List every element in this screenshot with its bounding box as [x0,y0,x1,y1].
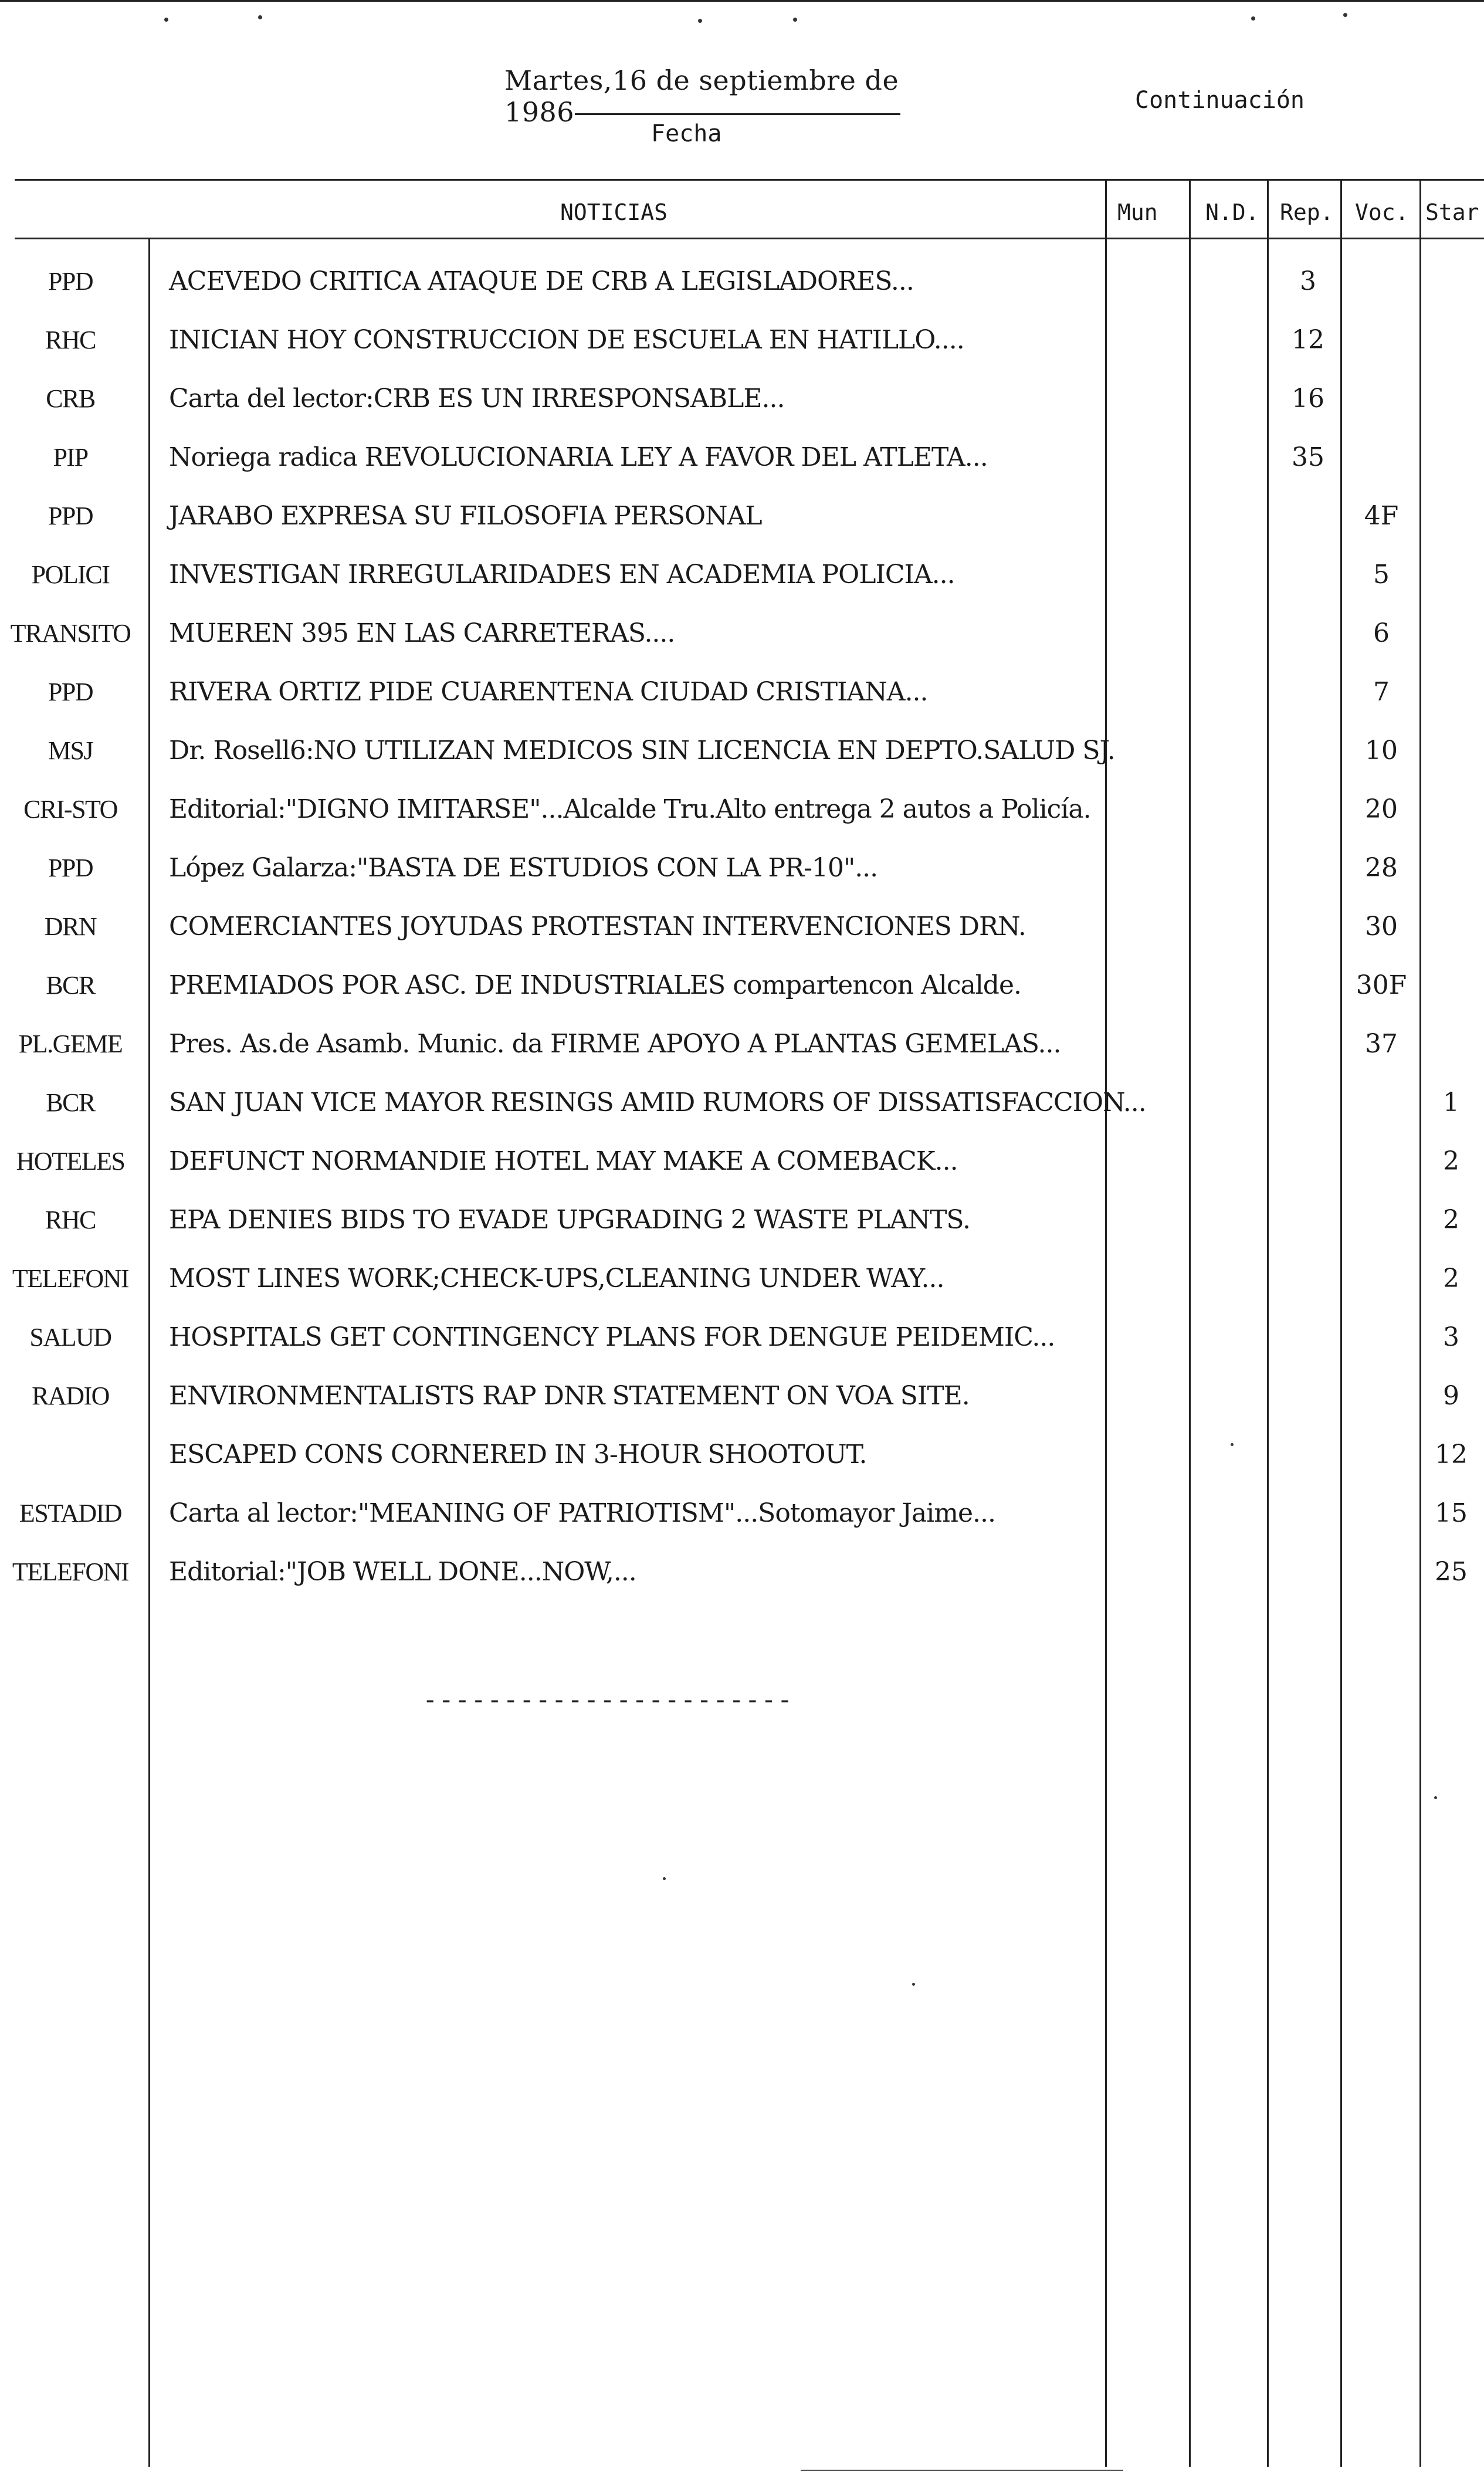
voc-page: 7 [1373,677,1390,707]
section-code: PL.GEME [18,1030,123,1058]
table-row [0,1138,1484,1185]
news-title: Editorial:"DIGNO IMITARSE"...Alcalde Tru.Alto entrega 2 autos a Policía. [169,794,1091,824]
star-page: 2 [1443,1146,1459,1176]
rep-page: 35 [1292,442,1324,472]
section-code: PIP [53,443,88,472]
section-code: TRANSITO [10,619,131,648]
voc-page: 28 [1365,853,1398,883]
section-code: RHC [45,1206,96,1234]
section-code: DRN [44,912,97,941]
table-row [0,375,1484,422]
table-row [0,903,1484,950]
table-row [0,317,1484,364]
table-row [0,1314,1484,1361]
voc-page: 30F [1356,970,1407,1000]
speck-mark [164,18,168,22]
table-row [0,786,1484,833]
voc-page: 30 [1365,912,1398,942]
speck-mark [912,1983,915,1986]
news-title: Carta del lector:CRB ES UN IRRESPONSABLE... [169,384,785,414]
table-row [0,493,1484,540]
section-code: POLICI [31,560,110,589]
news-title: Pres. As.de Asamb. Munic. da FIRME APOYO A PLANTAS GEMELAS... [169,1029,1061,1059]
rep-page: 16 [1292,384,1324,414]
end-separator: ----------------------- [422,1685,794,1715]
star-page: 15 [1435,1498,1468,1528]
rep-page: 12 [1292,325,1324,355]
table-row [0,1021,1484,1068]
speck-mark [793,18,797,22]
table-top-rule [15,179,1484,181]
section-code: RHC [45,326,96,354]
section-code: PPD [48,502,93,530]
section-code: MSJ [48,736,93,765]
news-title: HOSPITALS GET CONTINGENCY PLANS FOR DENGUE PEIDEMIC... [169,1322,1055,1352]
star-page: 2 [1443,1264,1459,1294]
news-title: COMERCIANTES JOYUDAS PROTESTAN INTERVENCIONES DRN. [169,912,1026,942]
news-title: MUEREN 395 EN LAS CARRETERAS.... [169,618,675,648]
news-title: INICIAN HOY CONSTRUCCION DE ESCUELA EN HATILLO.... [169,325,964,355]
section-code: BCR [46,1088,95,1117]
news-title: EPA DENIES BIDS TO EVADE UPGRADING 2 WASTE PLANTS. [169,1205,970,1235]
voc-page: 10 [1365,736,1398,766]
speck-mark [1251,16,1255,21]
table-row [0,258,1484,305]
voc-page: 5 [1373,560,1390,590]
section-code: PPD [48,678,93,706]
news-title: Dr. Rosell6:NO UTILIZAN MEDICOS SIN LICENCIA EN DEPTO.SALUD SJ. [169,736,1115,766]
fecha-label: Fecha [651,120,722,147]
document-date: Martes,16 de septiembre de 1986 [504,65,899,128]
news-title: ENVIRONMENTALISTS RAP DNR STATEMENT ON VOA SITE. [169,1381,970,1411]
section-code: PPD [48,854,93,882]
voc-page: 4F [1364,501,1399,531]
voc-page: 37 [1365,1029,1398,1059]
news-title: MOST LINES WORK;CHECK-UPS,CLEANING UNDER WAY... [169,1264,944,1294]
news-title: López Galarza:"BASTA DE ESTUDIOS CON LA PR-10"... [169,853,878,883]
section-code: RADIO [32,1381,109,1410]
news-title: Noriega radica REVOLUCIONARIA LEY A FAVOR DEL ATLETA... [169,442,988,472]
date-underline [575,113,900,115]
news-title: INVESTIGAN IRREGULARIDADES EN ACADEMIA POLICIA... [169,560,955,590]
section-code: ESTADID [19,1499,122,1528]
table-row [0,669,1484,716]
bottom-scan-line [801,2470,1123,2471]
section-code: CRB [46,384,95,413]
news-title: JARABO EXPRESA SU FILOSOFIA PERSONAL [169,501,762,531]
table-row [0,610,1484,657]
speck-mark [1434,1796,1437,1799]
section-code: PPD [48,267,93,296]
star-page: 3 [1443,1322,1459,1352]
rep-page: 3 [1300,266,1316,296]
column-header-star: Star [1425,199,1479,225]
voc-page: 20 [1365,794,1398,824]
voc-page: 6 [1373,618,1390,648]
column-header-rep: Rep. [1280,199,1334,225]
section-code: BCR [46,971,95,1000]
star-page: 2 [1443,1205,1459,1235]
news-title: Carta al lector:"MEANING OF PATRIOTISM"...Sotomayor Jaime... [169,1498,995,1528]
column-header-voc: Voc. [1355,199,1409,225]
table-row [0,727,1484,774]
table-row [0,1197,1484,1244]
top-border [0,0,1484,2]
speck-mark [258,15,262,19]
table-row [0,962,1484,1009]
header-bottom-rule [15,238,1484,239]
news-title: ESCAPED CONS CORNERED IN 3-HOUR SHOOTOUT. [169,1440,867,1469]
news-title: RIVERA ORTIZ PIDE CUARENTENA CIUDAD CRISTIANA... [169,677,928,707]
table-row [0,551,1484,598]
section-code: CRI-STO [23,795,117,824]
news-title: ACEVEDO CRITICA ATAQUE DE CRB A LEGISLADORES... [169,266,914,296]
table-row [0,845,1484,892]
section-code: SALUD [29,1323,111,1352]
star-page: 12 [1435,1440,1468,1469]
table-row [0,434,1484,481]
star-page: 25 [1435,1557,1468,1587]
speck-mark [698,19,702,23]
speck-mark [1343,13,1347,17]
news-title: SAN JUAN VICE MAYOR RESINGS AMID RUMORS OF DISSATISFACCION... [169,1088,1146,1118]
news-title: Editorial:"JOB WELL DONE...NOW,... [169,1557,636,1587]
star-page: 9 [1443,1381,1459,1411]
column-header-nd: N.D. [1205,199,1259,225]
table-row [0,1431,1484,1478]
speck-mark [1231,1443,1234,1446]
section-code: TELEFONI [12,1264,129,1293]
table-row [0,1255,1484,1302]
section-code: TELEFONI [12,1557,129,1586]
table-row [0,1079,1484,1126]
section-code: HOTELES [16,1147,125,1176]
table-row [0,1549,1484,1596]
table-row [0,1490,1484,1537]
column-header-noticias: NOTICIAS [560,199,668,225]
continuation-label: Continuación [1135,87,1305,114]
news-title: DEFUNCT NORMANDIE HOTEL MAY MAKE A COMEBACK... [169,1146,958,1176]
news-title: PREMIADOS POR ASC. DE INDUSTRIALES compartencon Alcalde. [169,970,1021,1000]
speck-mark [663,1877,666,1880]
table-row [0,1373,1484,1420]
column-header-mun: Mun [1117,199,1158,225]
star-page: 1 [1443,1088,1459,1118]
